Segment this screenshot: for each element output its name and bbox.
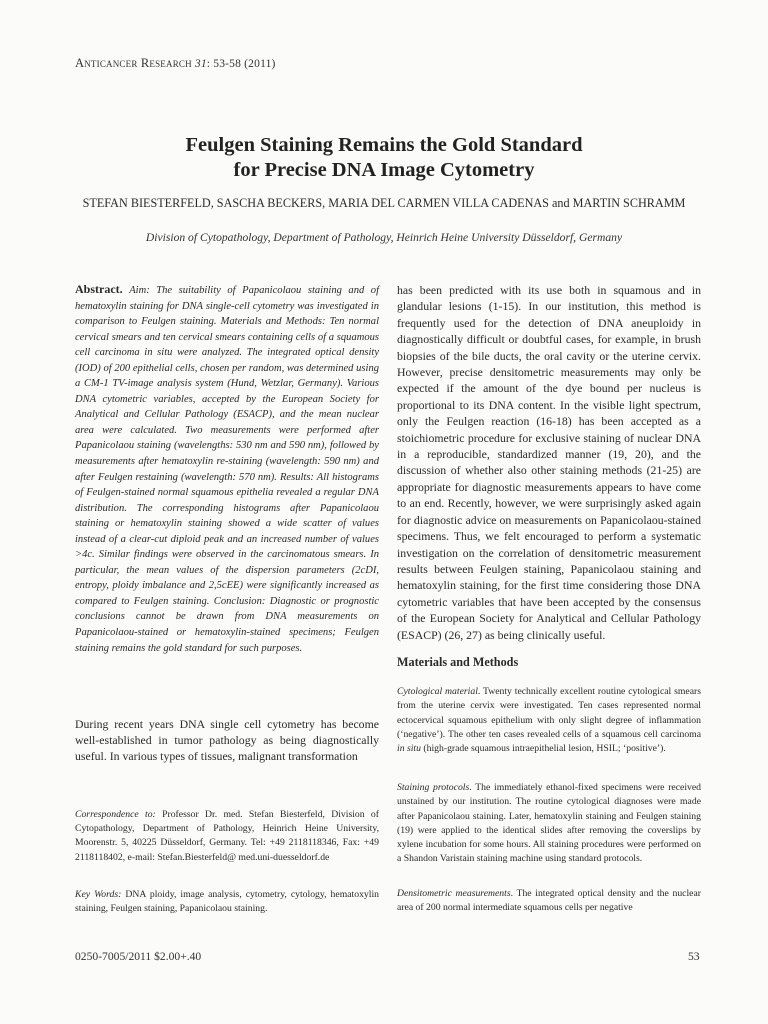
author-list	[0, 196, 768, 211]
paper-title	[0, 133, 768, 183]
densitometric-measurements-label: Densitometric measurements	[397, 888, 511, 899]
staining-protocols-text: . The immediately ethanol-fixed specimens were received unstained by our institution. The routine cytological diagnoses were made after Papanicolaou staining. Later, hematoxylin staining and Feulgen staining (19) were applied to the identical slides after removing the coverslips by xylene incubation for some hours. All staining procedures were performed on a Shandon Varistain staining machine using standard protocols.	[397, 782, 701, 865]
correspondence-label: Correspondence to:	[75, 809, 156, 820]
staining-protocols-label: Staining protocols	[397, 782, 470, 793]
abstract-heading: Abstract.	[75, 282, 123, 296]
cytological-material-paragraph	[397, 685, 701, 756]
section-heading-materials-methods: Materials and Methods	[397, 655, 519, 669]
paper-title-line-2: for Precise DNA Image Cytometry	[233, 159, 535, 181]
keywords-label: Key Words:	[75, 889, 122, 900]
issn-footer: 0250-7005/2011 $2.00+.40	[75, 950, 202, 963]
abstract-body: Aim: The suitability of Papanicolaou staining and of hematoxylin staining for DNA single-cell cytometry was investigated in comparison to Feulgen staining. Materials and Methods: Ten normal cervical smears and ten cervical smears containing cells of a squamous cell carcinoma in situ were analyzed. The integrated optical density (IOD) of 200 epithelial cells, chosen per random, was determined using a CM-1 TV-image analysis system (Hund, Wetzlar, Germany). Various DNA cytometric variables, accepted by the European Society for Analytical and Cellular Pathology (ESACP), and the mean nuclear area were calculated. Two measurements were performed after Papanicolaou staining (wavelengths: 530 nm and 590 nm), followed by measurements after hematoxylin re-staining (wavelength: 590 nm) and after Feulgen restaining (wavelength: 570 nm). Results: All histograms of Feulgen-stained normal squamous epithelia revealed a regular DNA distribution. The corresponding histograms after Papanicolaou staining or hematoxylin staining showed a wide scatter of values instead of a clear-cut diploid peak and an increased number of values >4c. Similar findings were observed in the carcinomatous smears. In particular, the mean values of the dispersion parameters (2cDI, entropy, ploidy imbalance and 2,5cEE) were significantly increased as compared to Feulgen staining. Conclusion: Diagnostic or prognostic conclusions cannot be drawn from DNA measurements on Papanicolaou-stained or hematoxylin-stained specimens; Feulgen staining remains the gold standard for such purposes.	[75, 285, 379, 654]
cytological-material-label: Cytological material	[397, 686, 478, 697]
correspondence-text: Professor Dr. med. Stefan Biesterfeld, Division of Cytopathology, Department of Pathology, Heinrich Heine University, Moorenstr. 5, 40225 Düsseldorf, Germany. Tel: +49 2118118346, Fax: +49 2118118402, e-mail: Stefan.Biesterfeld@ med.uni-duesseldorf.de	[75, 809, 379, 863]
journal-volume: 31	[194, 58, 207, 70]
journal-name: Anticancer Research	[75, 56, 192, 70]
journal-pages-year: : 53-58 (2011)	[206, 58, 276, 70]
keywords-text: DNA ploidy, image analysis, cytometry, cytology, hematoxylin staining, Feulgen staining, Papanicolaou staining.	[75, 889, 379, 915]
cytological-material-text-b: (high-grade squamous intraepithelial lesion, HSIL; ‘positive’).	[420, 743, 666, 755]
journal-header	[75, 56, 276, 71]
author-names: STEFAN BIESTERFELD, SASCHA BECKERS, MARIA DEL CARMEN VILLA CADENAS	[82, 196, 549, 210]
staining-protocols-paragraph	[397, 781, 701, 867]
densitometric-measurements-paragraph	[397, 887, 701, 916]
affiliation: Division of Cytopathology, Department of Pathology, Heinrich Heine University Düsseldorf, Germany	[145, 231, 623, 244]
intro-continued-paragraph: has been predicted with its use both in squamous and in glandular lesions (1-15). In our institution, this method is frequently used for the detection of DNA aneuploidy in diagnostically difficult or doubtful cases, for example, in brush biopsies of the bile ducts, the oral cavity or the uterine cervix. However, precise densitometric measurements may only be expected if the amount of the dye bound per nucleus is proportional to its DNA content. In the visible light spectrum, only the Feulgen reaction (16-18) has been accepted as a stoichiometric procedure for exclusive staining of nuclear DNA in a reproducible, standardized manner (19, 20), and the discussion of whether also other staining methods (21-25) are appropriate for diagnostic measurements appears to have come to an end. Recently, however, we were surprisingly asked again for diagnostic advice on measurements on Papanicolaou-stained specimens. Thus, we felt encouraged to perform a systematic investigation on the correlation of densitometric measurement results between Feulgen staining, Papanicolaou staining and hematoxylin staining, for the first time considering those DNA cytometric variables that have been accepted by the consensus of the European Society for Analytical and Cellular Pathology (ESACP) (26, 27) as being clinically useful.	[397, 283, 701, 642]
page-number: 53	[688, 950, 700, 963]
cytological-material-text-a: . Twenty technically excellent routine cytological smears from the uterine cervix were investigated. Ten cases represented normal ectocervical squamous epithelium with only slight degree of inflammation (‘negative’). The other ten cases revealed cells of a squamous cell carcinoma	[397, 686, 701, 740]
densitometric-measurements-text: . The integrated optical density and the nuclear area of 200 normal intermediate squamous cells per negative	[397, 888, 701, 914]
author-and: and	[552, 196, 570, 210]
correspondence-note	[75, 808, 379, 865]
cytological-in-situ: in situ	[397, 743, 421, 755]
keywords-note	[75, 888, 379, 916]
abstract	[75, 282, 379, 656]
intro-paragraph: During recent years DNA single cell cytometry has become well-established in tumor pathology as being diagnostically useful. In various types of tissues, malignant transformation	[75, 717, 379, 763]
paper-title-line-1: Feulgen Staining Remains the Gold Standard	[185, 134, 583, 156]
author-last: MARTIN SCHRAMM	[572, 196, 686, 210]
